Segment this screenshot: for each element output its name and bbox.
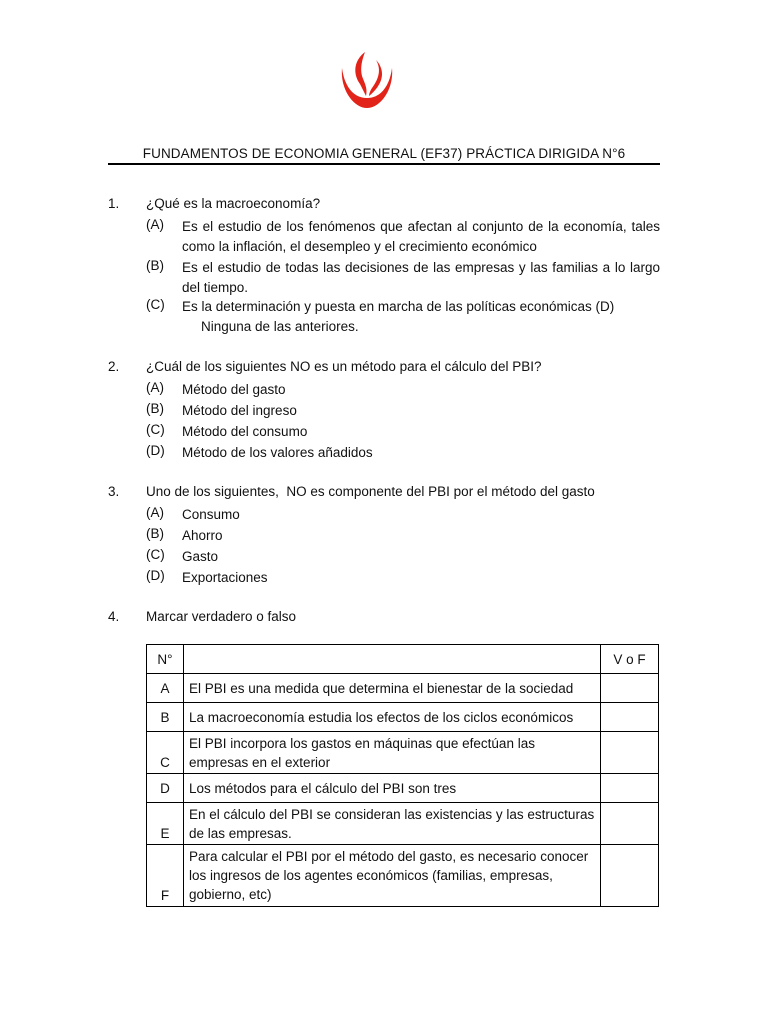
option-letter: (B)	[146, 258, 164, 273]
table-row	[147, 674, 659, 703]
question-text: ¿Qué es la macroeconomía?	[146, 196, 321, 211]
question-number: 3.	[108, 484, 120, 499]
option-text: Es el estudio de los fenómenos que afectan al conjunto de la economía, tales como la inflación, el desempleo y el crecimiento económico	[182, 219, 660, 254]
option-text: Exportaciones	[182, 570, 268, 585]
table-row	[147, 803, 659, 845]
option-text: Método del ingreso	[182, 403, 297, 418]
row-id: C	[147, 732, 184, 774]
question-number: 1.	[108, 196, 120, 211]
option-1d-text: Ninguna de las anteriores.	[201, 319, 359, 334]
answer-cell[interactable]	[601, 732, 659, 774]
option-letter: (B)	[146, 526, 164, 541]
question-text: Marcar verdadero o falso	[146, 609, 297, 624]
answer-cell[interactable]	[601, 703, 659, 732]
option-text: Método del consumo	[182, 424, 308, 439]
row-id: F	[147, 845, 184, 907]
header-answer: V o F	[601, 645, 659, 674]
option-letter: (C)	[146, 547, 165, 562]
option-text: Método del gasto	[182, 382, 286, 397]
option-letter: (D)	[146, 443, 165, 458]
answer-cell[interactable]	[601, 803, 659, 845]
row-statement: En el cálculo del PBI se consideran las existencias y las estructuras de las empresas.	[184, 803, 601, 845]
answer-cell[interactable]	[601, 845, 659, 907]
option-letter: (A)	[146, 217, 164, 232]
answer-cell[interactable]	[601, 674, 659, 703]
question-text: Uno de los siguientes, NO es componente del PBI por el método del gasto	[146, 484, 595, 499]
option-text: Gasto	[182, 549, 219, 564]
option-letter: (A)	[146, 380, 164, 395]
table-row	[147, 845, 659, 907]
header-statement	[184, 645, 601, 674]
option-letter: (D)	[146, 568, 165, 583]
question-number: 2.	[108, 359, 120, 374]
title-rule	[108, 163, 660, 165]
table-row	[147, 703, 659, 732]
table-row	[147, 774, 659, 803]
row-id: E	[147, 803, 184, 845]
row-id: A	[147, 674, 184, 703]
option-letter: (C)	[146, 422, 165, 437]
option-text: Es la determinación y puesta en marcha de las políticas económicas (D)	[182, 299, 615, 314]
option-letter: (B)	[146, 401, 164, 416]
header-number: N°	[147, 645, 184, 674]
option-letter: (A)	[146, 505, 164, 520]
question-number: 4.	[108, 609, 120, 624]
row-id: B	[147, 703, 184, 732]
option-letter: (C)	[146, 297, 165, 312]
option-text: Método de los valores añadidos	[182, 445, 373, 460]
option-text: Consumo	[182, 507, 240, 522]
question-text: ¿Cuál de los siguientes NO es un método para el cálculo del PBI?	[146, 359, 542, 374]
option-text: Ahorro	[182, 528, 223, 543]
true-false-table	[146, 644, 659, 907]
row-statement: Los métodos para el cálculo del PBI son tres	[184, 774, 601, 803]
table-header-row	[147, 645, 659, 674]
row-id: D	[147, 774, 184, 803]
upc-flame-logo-icon	[338, 50, 396, 112]
option-text: Es el estudio de todas las decisiones de las empresas y las familias a lo largo del tiempo.	[182, 260, 660, 295]
answer-cell[interactable]	[601, 774, 659, 803]
table-row	[147, 732, 659, 774]
row-statement: El PBI incorpora los gastos en máquinas que efectúan las empresas en el exterior	[184, 732, 601, 774]
row-statement: La macroeconomía estudia los efectos de los ciclos económicos	[184, 703, 601, 732]
row-statement: El PBI es una medida que determina el bienestar de la sociedad	[184, 674, 601, 703]
document-title: FUNDAMENTOS DE ECONOMIA GENERAL (EF37) PRÁCTICA DIRIGIDA N°6	[142, 146, 626, 161]
row-statement: Para calcular el PBI por el método del gasto, es necesario conocer los ingresos de los agentes económicos (familias, empresas, gobierno, etc)	[184, 845, 601, 907]
